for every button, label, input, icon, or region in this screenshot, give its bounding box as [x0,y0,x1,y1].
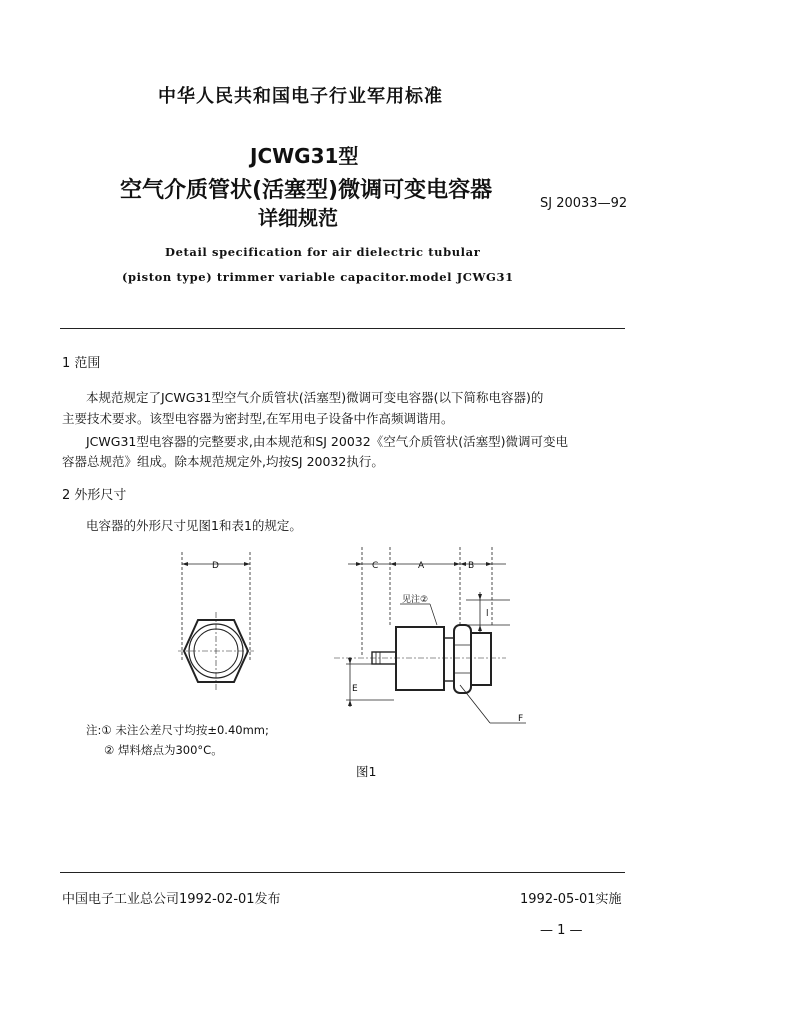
section-1-heading: 1 范围 [62,356,101,371]
dim-label-d: D [212,561,219,571]
english-title-line1: Detail specification for air dielectric tubular [165,245,481,259]
standard-number: SJ 20033—92 [540,196,628,211]
document-title: 空气介质管状(活塞型)微调可变电容器 [120,178,493,203]
page-number: — 1 — [540,923,583,938]
dim-label-f: F [518,714,524,724]
see-note-label: 见注② [402,595,429,605]
issuing-body: 中华人民共和国电子行业军用标准 [158,86,443,107]
dim-label-c: C [372,561,379,571]
document-subtitle: 详细规范 [258,206,338,230]
dim-label-l: l [486,609,489,619]
section-1-para2-line2: 容器总规范》组成。除本规范规定外,均按SJ 20032执行。 [62,454,384,469]
figure-caption: 图1 [356,764,377,779]
dim-label-a: A [418,561,425,571]
publisher-line: 中国电子工业总公司1992-02-01发布 [62,892,281,907]
effective-date: 1992-05-01实施 [520,892,622,907]
section-2-para1: 电容器的外形尺寸见图1和表1的规定。 [86,518,302,533]
figure-note-2: ② 焊料熔点为300°C。 [104,743,223,757]
figure-end-view [170,550,270,710]
header-divider [60,328,625,329]
dim-label-e: E [352,684,358,694]
dim-label-b: B [468,561,475,571]
figure-note-1: 注:① 未注公差尺寸均按±0.40mm; [86,723,269,737]
section-1-para1-line1: 本规范规定了JCWG31型空气介质管状(活塞型)微调可变电容器(以下简称电容器)的 [86,390,544,405]
model-title: JCWG31型 [250,144,359,168]
section-2-heading: 2 外形尺寸 [62,488,127,503]
english-title-line2: (piston type) trimmer variable capacitor.model JCWG31 [122,270,514,284]
section-1-para2-line1: JCWG31型电容器的完整要求,由本规范和SJ 20032《空气介质管状(活塞型)微调可变电 [86,434,568,449]
section-1-para1-line2: 主要技术要求。该型电容器为密封型,在军用电子设备中作高频调谐用。 [62,411,454,426]
footer-divider [60,872,625,873]
figure-side-view [330,545,530,740]
